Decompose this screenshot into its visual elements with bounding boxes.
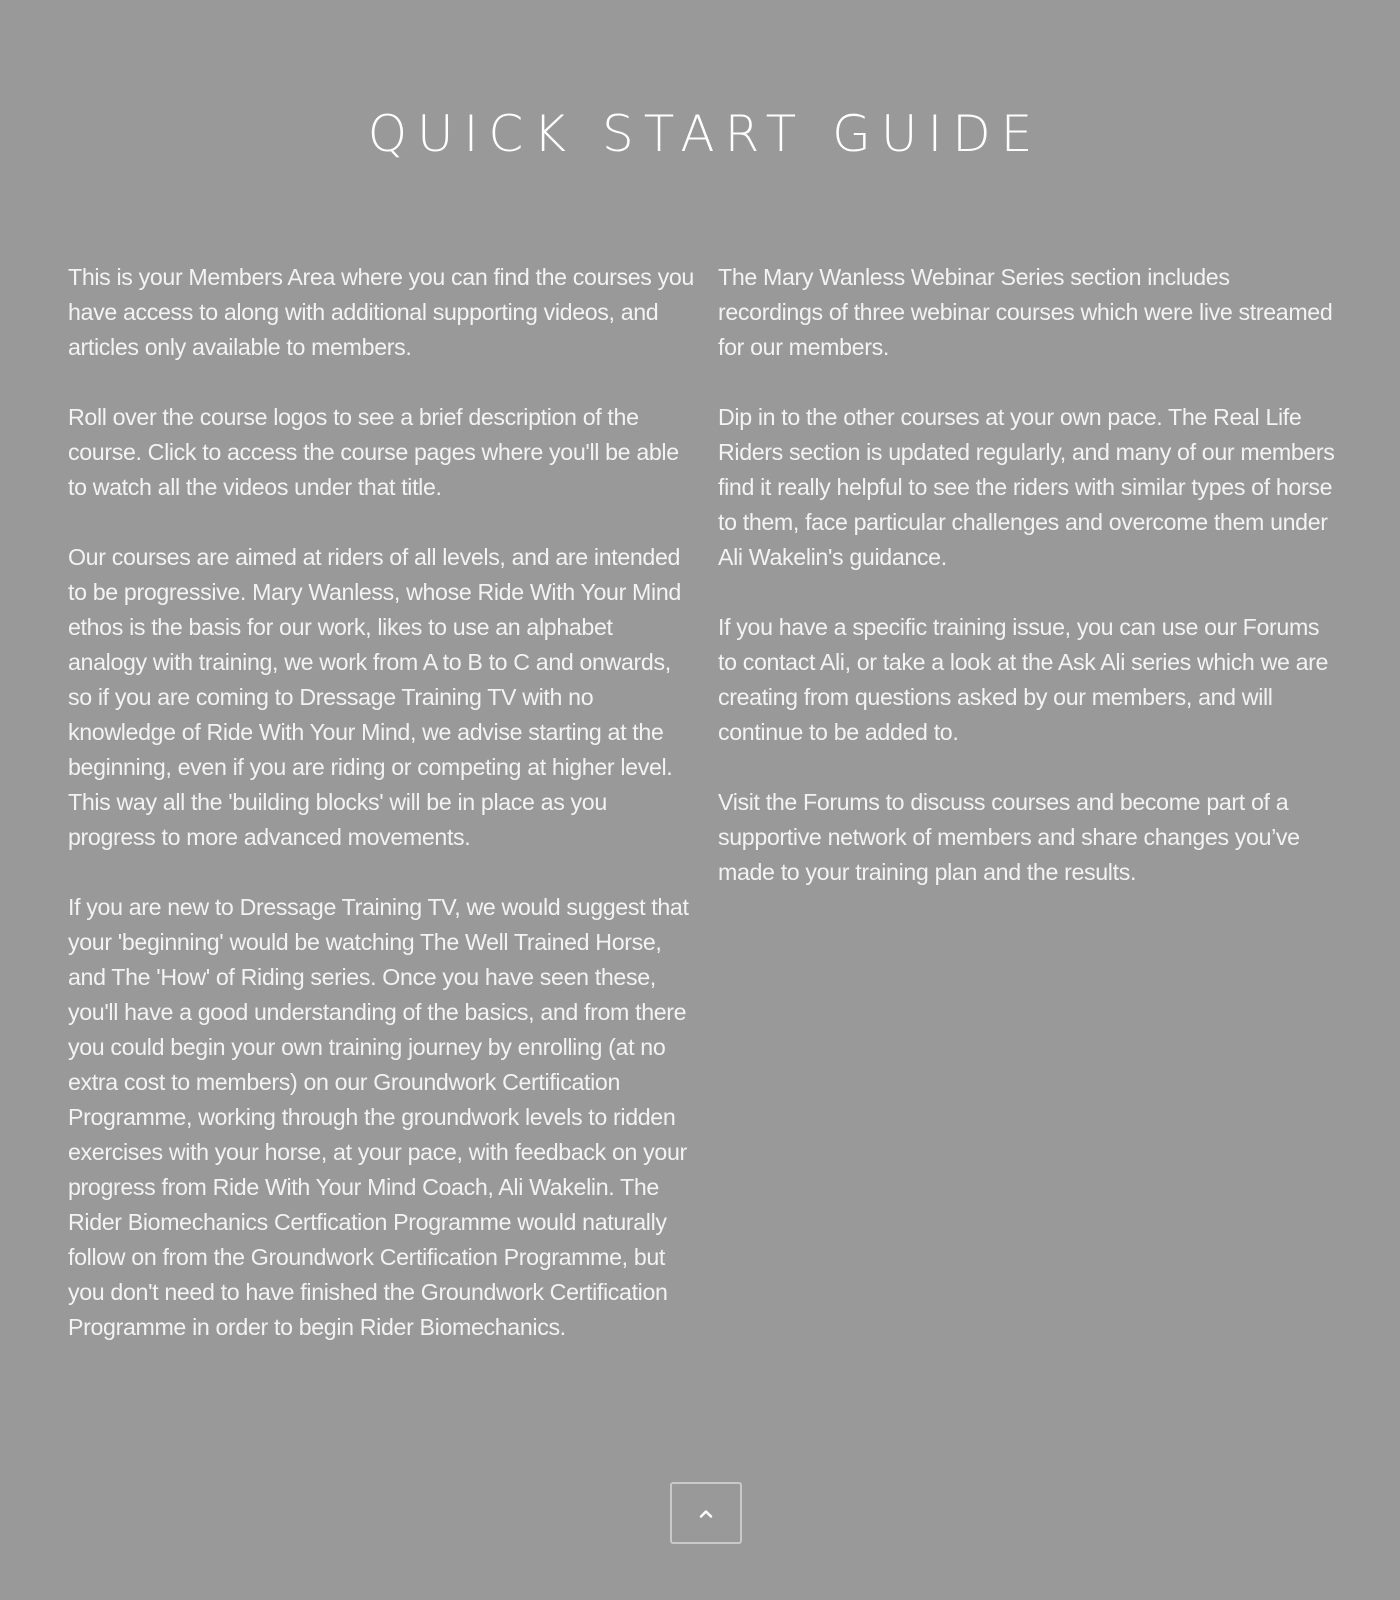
- paragraph-real-life-riders: Dip in to the other courses at your own pace. The Real Life Riders section is updated regularly, and many of our members find it really helpful to see the riders with similar types of horse to them, face particular challenges and overcome them under Ali Wakelin's guidance.: [718, 404, 1335, 570]
- paragraph-training-issue: If you have a specific training issue, you can use our Forums to contact Ali, or take a look at the Ask Ali series which we are creating from questions asked by our members, and will continue to be added to.: [718, 614, 1329, 745]
- back-to-top-button[interactable]: [670, 1482, 742, 1544]
- paragraph-webinar-series: The Mary Wanless Webinar Series section includes recordings of three webinar courses which were live streamed for our members.: [718, 264, 1333, 360]
- paragraph-course-logos: Roll over the course logos to see a brief description of the course. Click to access the course pages where you'll be able to watch all the videos under that title.: [68, 404, 679, 500]
- content-columns: [68, 260, 1338, 1380]
- chevron-up-icon: [699, 1509, 713, 1518]
- paragraph-members-area: This is your Members Area where you can find the courses you have access to along with additional supporting videos, and articles only available to members.: [68, 264, 694, 360]
- page-title: QUICK START GUIDE: [367, 105, 1043, 163]
- paragraph-forums: Visit the Forums to discuss courses and become part of a supportive network of members and share changes you’ve made to your training plan and the results.: [718, 789, 1300, 885]
- right-column: [718, 260, 1338, 1380]
- left-column: [68, 260, 696, 1380]
- paragraph-new-members: If you are new to Dressage Training TV, we would suggest that your 'beginning' would be watching The Well Trained Horse, and The 'How' of Riding series. Once you have seen these, you'll have a good understanding of the basics, and from there you could begin your own training journey by enrolling (at no extra cost to members) on our Groundwork Certification Programme, working through the groundwork levels to ridden exercises with your horse, at your pace, with feedback on your progress from Ride With Your Mind Coach, Ali Wakelin. The Rider Biomechanics Certfication Programme would naturally follow on from the Groundwork Certification Programme, but you don't need to have finished the Groundwork Certification Programme in order to begin Rider Biomechanics.: [68, 894, 689, 1340]
- paragraph-course-levels: Our courses are aimed at riders of all levels, and are intended to be progressive. Mary Wanless, whose Ride With Your Mind ethos is the basis for our work, likes to use an alphabet analogy with training, we work from A to B to C and onwards, so if you are coming to Dressage Training TV with no knowledge of Ride With Your Mind, we advise starting at the beginning, even if you are riding or competing at higher level. This way all the 'building blocks' will be in place as you progress to more advanced movements.: [68, 544, 681, 850]
